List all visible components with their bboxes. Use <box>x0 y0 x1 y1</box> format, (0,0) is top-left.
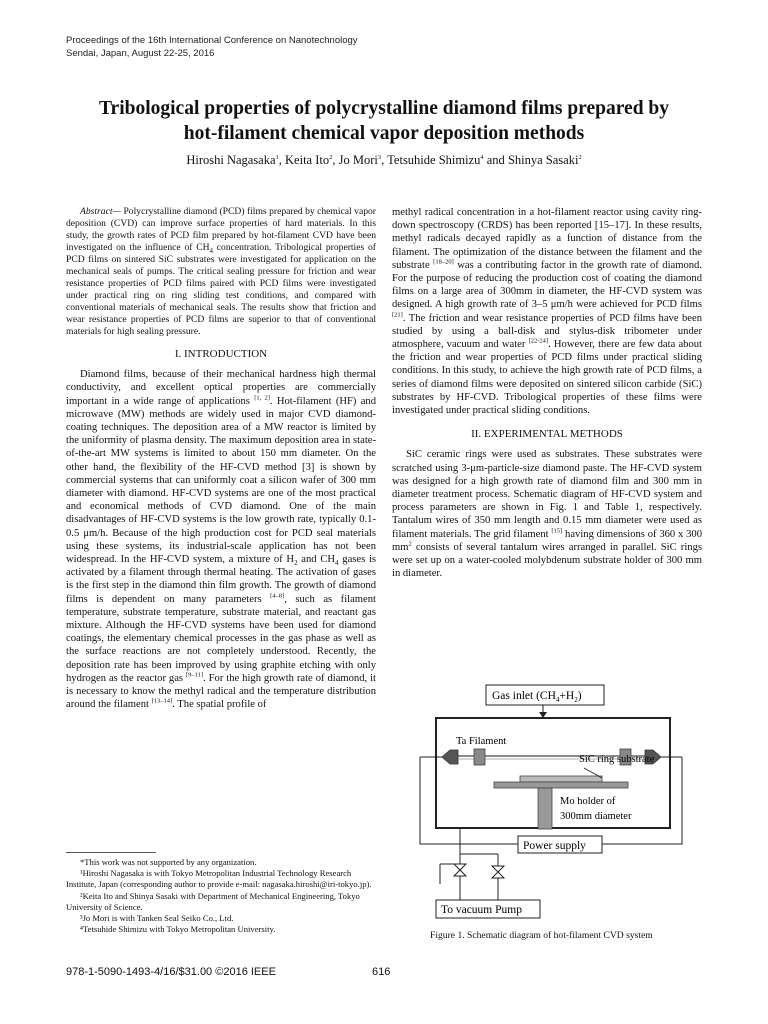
intro-text: . The friction and wear resistance properties of PCD films have been studied by using a ball-disk and stylus-disk tribometer under atmosphere, vacuum and water <box>392 312 702 351</box>
valve-icon <box>492 872 504 878</box>
author-name: Jo Mori <box>338 153 378 167</box>
methods-text: consists of several tantalum wires arranged in parallel. SiC rings were set up on a water-cooled molybdenum substrate holder of 300 mm in diameter. <box>392 541 702 580</box>
mo-holder-label-1: Mo holder of <box>560 796 616 807</box>
citation: [22-24] <box>528 337 549 345</box>
intro-text: . The spatial profile of <box>172 699 267 711</box>
abstract-text: Polycrystalline diamond (PCD) films prepared by chemical vapor deposition (CVD) can improve surface properties of hard materials. In this study, the growth rates of PCD film prepared by hot-filament CVD have been investigated on the influence of CH <box>66 206 376 253</box>
intro-paragraph <box>66 368 376 711</box>
citation: [21] <box>392 311 403 319</box>
footnote: ²Keita Ito and Shinya Sasaki with Department of Mechanical Engineering, Tokyo University of Science. <box>66 890 360 912</box>
figure-1-caption: Figure 1. Schematic diagram of hot-filament CVD system <box>430 930 653 941</box>
valve-icon <box>492 866 504 872</box>
abstract <box>66 206 376 338</box>
author-affiliation-mark: 1 <box>275 153 279 161</box>
citation: [18–20] <box>433 258 454 266</box>
author-affiliation-mark: 2 <box>578 153 582 161</box>
superscript: 2 <box>408 540 412 548</box>
citation: [9–11] <box>185 671 204 679</box>
hf-cvd-schematic <box>410 684 690 924</box>
footnote: ⁴Tetsuhide Shimizu with Tokyo Metropolitan University. <box>80 924 276 935</box>
citation: [1, 2] <box>254 394 270 402</box>
author-name: Tetsuhide Shimizu <box>387 153 481 167</box>
methods-paragraph <box>392 448 702 580</box>
reactor-chamber <box>436 718 670 828</box>
valve-icon <box>454 864 466 870</box>
author-name: Keita Ito <box>285 153 330 167</box>
section-heading-experimental-methods: II. EXPERIMENTAL METHODS <box>471 428 623 441</box>
citation: [13–14] <box>151 697 173 705</box>
methods-text: having dimensions of 360 x 300 mm <box>392 528 702 553</box>
author-affiliation-mark: 2 <box>329 153 333 161</box>
author-affiliation-mark: 3 <box>377 153 382 161</box>
abstract-subscript: 4 <box>209 246 214 255</box>
author-name: Shinya Sasaki <box>507 153 579 167</box>
intro-text: and CH <box>297 554 336 566</box>
section-heading-introduction: I. INTRODUCTION <box>174 348 268 360</box>
subscript: 2 <box>294 559 298 568</box>
methods-text: SiC ceramic rings were used as substrates. These substrates were scratched using 3-μm-particle-size diamond paste. The HF-CVD system was designed for a high growth rate of diamond film and 300 mm in diameter treatment process. Schematic diagram of HF-CVD system and process parameters are shown in Fig. 1 and Table 1, respectively. Tantalum wires of 350 mm length and 0.15 mm diameter were used as filament materials. The grid filament <box>392 449 702 540</box>
intro-text: gases is activated by a filament through thermal heating. The activation of gases is the first step in the diamond thin film growth. The growth of diamond films is dependent on many parameters <box>66 554 377 605</box>
intro-text: methyl radical concentration in a hot-filament reactor using cavity ring-down spectroscopy (CRDS) has been reported [15–17]. In these results, methyl radicals decayed rapidly as a function of distance from the filament. The optimization of the distance between the filament and the substrate <box>392 207 702 271</box>
sic-ring-substrate <box>520 776 602 782</box>
author-name: Hiroshi Nagasaka <box>186 153 276 167</box>
intro-text: . Hot-filament (HF) and microwave (MW) methods are widely used in major CVD diamond-coating techniques. The deposition area of a MW reactor is limited by the uniformity of plasma density. The maximum deposition area in state-of-the-art MW systems is limited to about 150 mm diameter. On the other hand, the flexibility of the HF-CVD method [3] is shown by commercial systems that can uniformly coat a silicon wafer of 300 mm diameter with diamond. HF-CVD systems are one of the most practical and economical methods of CVD diamond. One of the main disadvantages of HF-CVD systems is the low growth rate, typically 0.1-0.5 μm/h. Because of the high production cost for PCD seal materials using these systems, its industrial-scale application has not been widespread. In the HF-CVD system, a mixture of H <box>66 395 376 566</box>
mo-holder-stem <box>538 788 552 829</box>
intro-text: Diamond films, because of their mechanical hardness high thermal conductivity, and excellent optical properties are commercially important in a wide range of applications <box>66 369 376 407</box>
intro-text: was a contributing factor in the growth rate of diamond. For the purpose of reducing the production cost of coating the diamond films on a large area of 300mm in diameter, the HF-CVD system was designed. A high growth rate of 3–5 μm/h were achieved for PCD films <box>392 259 702 311</box>
conference-name: Proceedings of the 16th International Conference on Nanotechnology <box>66 35 358 46</box>
title-line-1: Tribological properties of polycrystalline diamond films prepared by <box>98 98 670 119</box>
conference-location: Sendai, Japan, August 22-25, 2016 <box>66 48 215 59</box>
valve-icon <box>454 870 466 876</box>
subscript: 4 <box>335 559 339 568</box>
citation: [15] <box>551 527 563 535</box>
footnotes <box>66 857 378 935</box>
intro-text: , such as filament temperature, substrate temperature, substrate material, and reactant gas mixture. Although the HF-CVD systems have been used for diamond coatings, the elementary chemical processes in the gas phase as well as the surface reactions are not completely understood. Recently, the deposition rate has been improved by using graphite etching with only hydrogen as the reactor gas <box>66 593 376 684</box>
abstract-label: Abstract— <box>80 206 122 217</box>
ta-filament-label: Ta Filament <box>456 736 507 747</box>
left-column <box>66 206 376 711</box>
citation: [4–8] <box>270 592 285 600</box>
intro-paragraph-continued <box>392 206 702 417</box>
figure-1-schematic <box>410 684 690 924</box>
abstract-text-cont: concentration. Tribological properties of PCD films on sintered SiC substrates were investigated for application on the mechanical seals of pumps. The critical sealing pressure for friction and wear resistance properties of PCD films paired with PCD films were investigated under practical ring on ring sliding test conditions, and compared with conventional materials of mechanical seals. The results show that friction and wear resistance properties of PCD films are superior to that of conventional materials for high sealing pressure. <box>66 242 376 337</box>
intro-text: . However, there are few data about the friction and wear properties of PCD films under practical sliding conditions. In this study, to achieve the high growth rate of PCD films, a series of diamond films were deposited on sintered silicon carbide (SiC) substrates by HF-CVD. Tribological properties of these films were investigated under practical sliding conditions. <box>392 339 702 417</box>
footer-isbn: 978-1-5090-1493-4/16/$31.00 ©2016 IEEE <box>66 966 276 978</box>
paper-title <box>40 96 728 146</box>
footnote: *This work was not supported by any organization. <box>80 857 257 867</box>
footer-page-number: 616 <box>372 966 391 978</box>
footnote-divider <box>66 852 156 853</box>
footnote: ¹Hiroshi Nagasaka is with Tokyo Metropolitan Industrial Technology Research Institute, Japan (corresponding author to provide e-mail: nagasaka.hiroshi@iri-tokyo.jp). <box>66 868 372 890</box>
gas-inlet-label: Gas inlet $(CH_4+H_2)$ <box>492 690 582 704</box>
mo-holder-label-2: 300mm diameter <box>560 811 632 822</box>
author-list: Hiroshi Nagasaka$^1$, Keita Ito$^2$, Jo Mori$^3$, Tetsuhide Shimizu$^4$ and Shinya Sasaki$^2$ <box>186 153 582 167</box>
mo-holder-plate <box>494 782 628 788</box>
sic-ring-label: SiC ring substrate <box>579 754 655 765</box>
filament-clamp-left <box>474 749 485 765</box>
power-supply-label: Power supply <box>523 840 586 852</box>
footnote: ³Jo Mori is with Tanken Seal Seiko Co., Ltd. <box>80 913 234 924</box>
intro-text: . For the high growth rate of diamond, it is necessary to know the methyl radical and the temperature distribution around the filament <box>66 672 376 711</box>
title-line-2: hot-filament chemical vapor deposition methods <box>183 123 585 144</box>
right-column <box>392 206 702 580</box>
conference-header <box>66 34 358 60</box>
author-affiliation-mark: 4 <box>480 153 484 161</box>
vacuum-pump-label: To vacuum Pump <box>441 904 522 916</box>
